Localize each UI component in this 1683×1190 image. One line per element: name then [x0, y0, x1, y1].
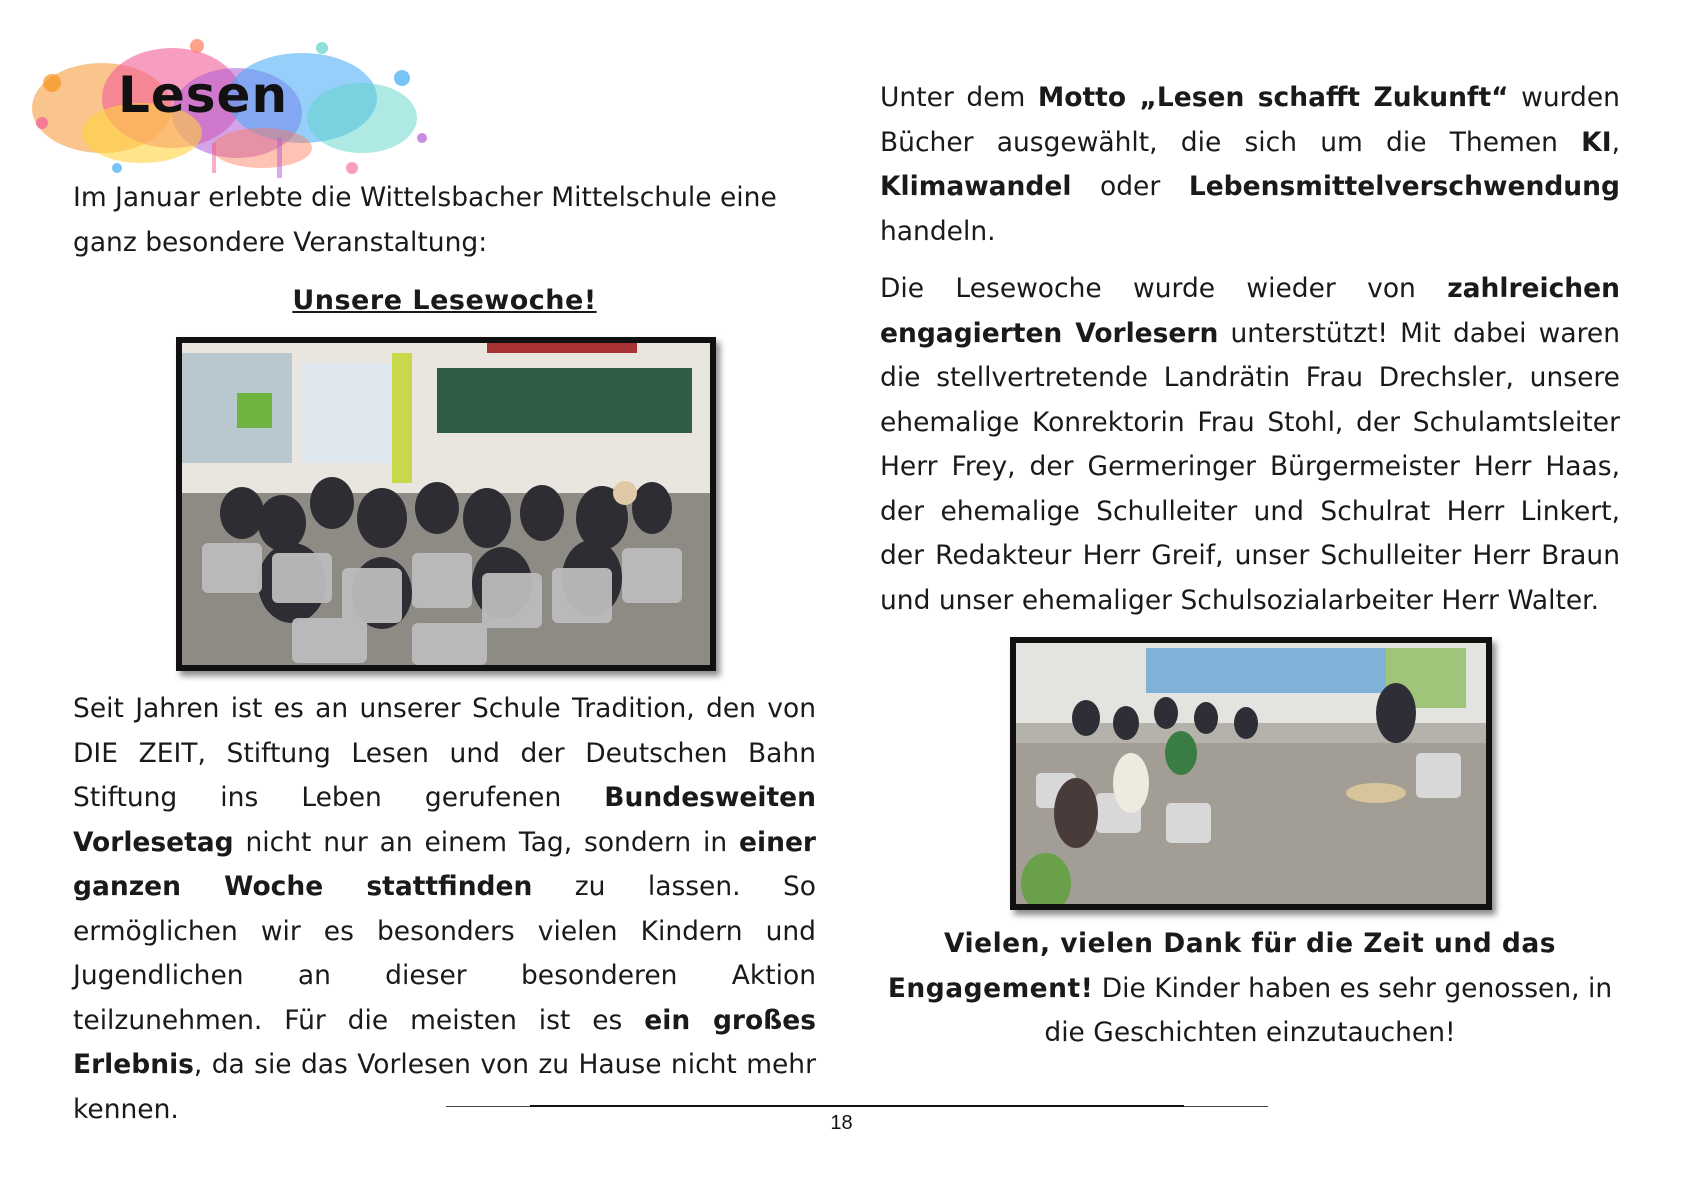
footer-divider-accent: [530, 1105, 1184, 1107]
tradition-paragraph: Seit Jahren ist es an unserer Schule Tradition, den von DIE ZEIT, Stiftung Lesen und der Deutschen Bahn Stiftung ins Leben gerufenen Bundesweiten Vorlesetag nicht nur an einem Tag, sondern in einer ganzen Woche stattfinden zu lassen. So ermöglichen wir es besonders vielen Kindern und Jugendlichen an dieser besonderen Aktion teilzunehmen. Für die meisten ist es ein großes Erlebnis, da sie das Vorlesen von zu Hause nicht mehr kennen.: [73, 693, 817, 1125]
page-title: Lesen: [118, 66, 289, 124]
readers-paragraph: Die Lesewoche wurde wieder von zahlreichen engagierten Vorlesern unterstützt! Mit dabei waren die stellvertretende Landrätin Frau Drechsler, unsere ehemalige Konrektorin Frau Stohl, der Schulamtsleiter Herr Frey, der Germeringer Bürgermeister Herr Haas, der ehemalige Schulleiter und Schulrat Herr Linkert, der Redakteur Herr Greif, unser Schulleiter Herr Braun und unser ehemaliger Schulsozialarbeiter Herr Walter.: [880, 273, 1621, 616]
section-subtitle: Unsere Lesewoche!: [292, 285, 597, 316]
classroom-photo: [176, 337, 716, 671]
intro-paragraph: Im Januar erlebte die Wittelsbacher Mittelschule eine ganz besondere Veranstaltung:: [73, 182, 777, 258]
motto-paragraph: Unter dem Motto „Lesen schafft Zukunft“ wurden Bücher ausgewählt, die sich um die Themen KI, Klimawandel oder Lebensmittelverschwendung handeln.: [880, 82, 1620, 247]
reading-circle-photo: [1010, 637, 1492, 910]
thanks-paragraph: Vielen, vielen Dank für die Zeit und das Engagement! Die Kinder haben es sehr genossen, in die Geschichten einzutauchen!: [887, 928, 1613, 1048]
page-number: 18: [830, 1112, 853, 1134]
